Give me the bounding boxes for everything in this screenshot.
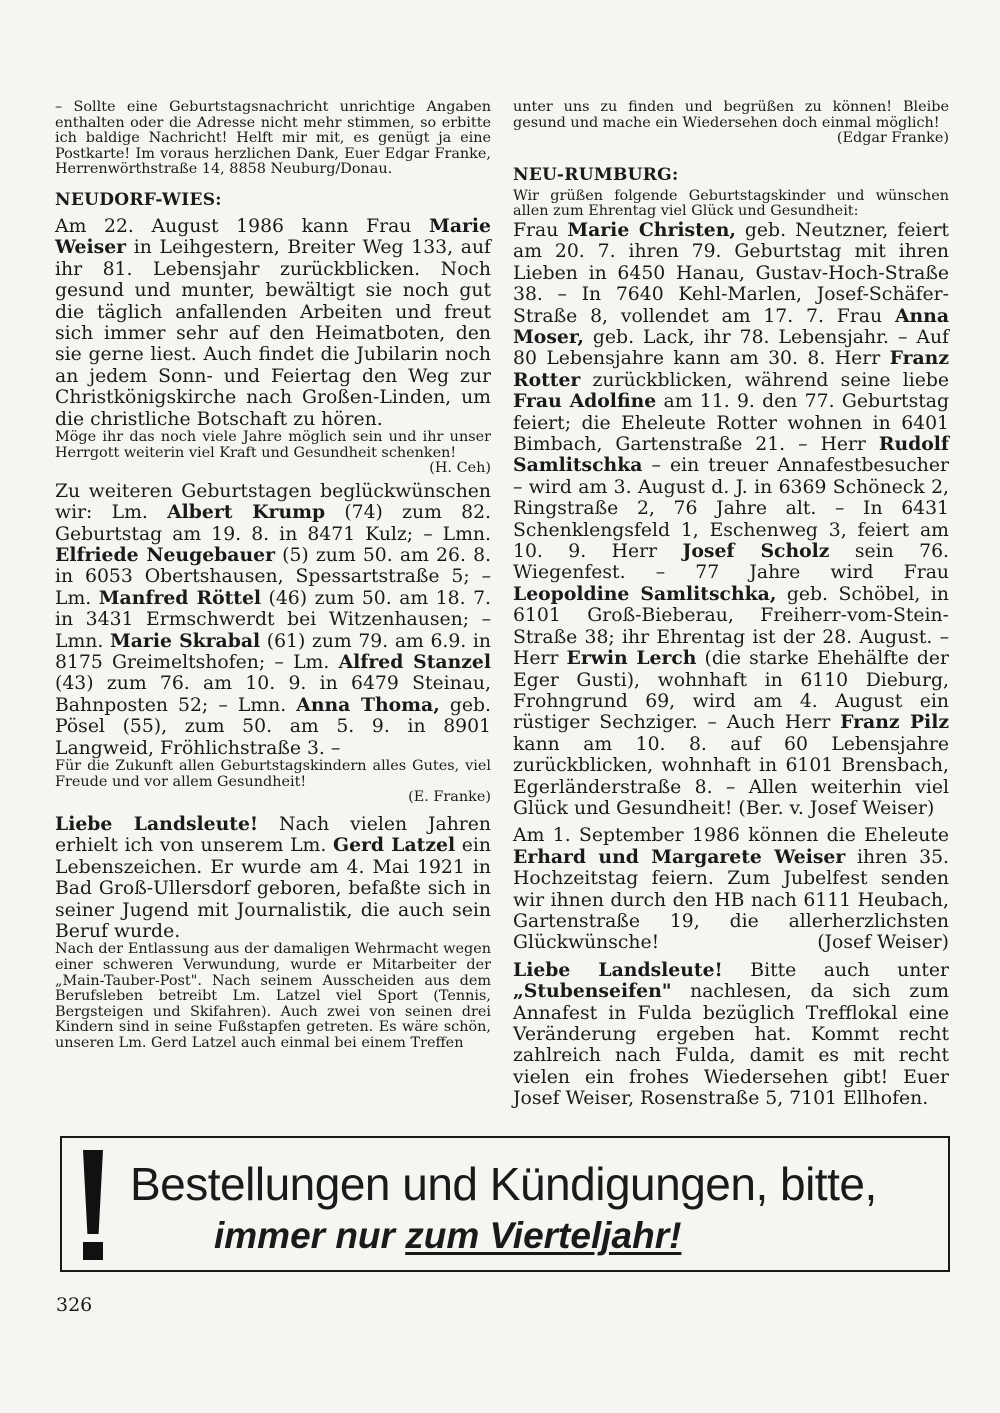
notice-line-1: Bestellungen und Kündigungen, bitte, <box>130 1158 877 1210</box>
neurumburg-paragraph-2: Frau Marie Christen, geb. Neutzner, feiert am 20. 7. ihren 79. Geburtstag mit ihren Lieben in 6450 Hanau, Gustav-Hoch-Straße 38. – In 7640 Kehl-Marlen, Josef-Schäfer-Straße 8, vollendet am 17. 7. Frau Anna Moser, geb. Lack, ihr 78. Lebensjahr. – Auf 80 Lebensjahre kann am 30. 8. Herr Franz Rotter zurückblicken, während seine liebe Frau Adolfine am 11. 9. den 77. Geburtstag feiert; die Eheleute Rotter wohnen in 6401 Bimbach, Gartenstraße 21. – Herr Rudolf Samlitschka – ein treuer Annafestbesucher – wird am 3. August d. J. in 6369 Schöneck 2, Ringstraße 2, 76 Jahre alt. – In 6431 Schenklengsfeld 1, Eschenweg 3, feiert am 10. 9. Herr Josef Scholz sein 76. Wiegenfest. – 77 Jahre wird Frau Leopoldine Samlitschka, geb. Schöbel, in 6101 Groß-Bieberau, Freiherr-vom-Stein-Straße 38; ihr Ehrentag ist der 28. August. – Herr Erwin Lerch (die starke Ehehälfte der Eger Gusti), wohnhaft in 6110 Dieburg, Frohngrund 69, wird am 4. August ein rüstiger Sechziger. – Auch Herr Franz Pilz kann am 10. 8. auf 60 Lebensjahre zurückblicken, wohnhaft in 6101 Brensbach, Egerländerstraße 8. – Allen weiterhin viel Glück und Gesundheit! (Ber. v. Josef Weiser) <box>513 218 950 819</box>
neudorf-paragraph-1: Am 22. August 1986 kann Frau Marie Weiser in Leihgestern, Breiter Weg 133, auf ihr 81. Lebensjahr zurückblicken. Noch gesund und munter, bewältigt sie noch gut die täglich anfallenden Arbeiten und freut sich immer sehr auf den Heimatboten, den sie gerne liest. Auch findet die Jubilarin noch an jedem Sonn- und Feiertag den Weg zur Christkönigskirche nach Großen-Linden, um die christliche Botschaft zu hören. <box>55 214 491 430</box>
left-column <box>55 100 491 1051</box>
continued-paragraph: unter uns zu finden und begrüßen zu können! Bleibe gesund und mache ein Wiedersehen doch einmal möglich! (Edgar Franke) <box>513 99 949 147</box>
neurumburg-paragraph-4: Liebe Landsleute! Bitte auch unter „Stubenseifen" nachlesen, da sich zum Annafest in Fulda bezüglich Trefflokal eine Veränderung ergeben hat. Kommt recht zahlreich nach Fulda, damit es mit recht vielen ein frohes Wiedersehen gibt! Euer Josef Weiser, Rosenstraße 5, 7101 Ellhofen. <box>513 958 949 1110</box>
signature: (E. Franke) <box>408 789 491 806</box>
neurumburg-paragraph-3: Am 1. September 1986 können die Eheleute Erhard und Margarete Weiser ihren 35. Hochzeitstag feiern. Zum Jubelfest senden wir ihnen durch den HB nach 6111 Heubach, Gartenstraße 19, die allerherzlichsten Glückwünsche! (Josef Weiser) <box>513 825 949 954</box>
neudorf-paragraph-3: Zu weiteren Geburtstagen beglückwünschen wir: Lm. Albert Krump (74) zum 82. Geburtstag am 19. 8. in 8471 Kulz; – Lmn. Elfriede Neugebauer (5) zum 50. am 26. 8. in 6053 Obertshausen, Spessartstraße 5; – Lm. Manfred Röttel (46) zum 50. am 18. 7. in 3431 Ermschwerdt bei Witzenhausen; – Lmn. Marie Skrabal (61) zum 79. am 6.9. in 8175 Greimeltshofen; – Lm. Alfred Stanzel (43) zum 76. am 10. 9. in 6479 Steinau, Bahnposten 52; – Lmn. Anna Thoma, geb. Pösel (55), zum 50. am 5. 9. in 8901 Langweid, Fröhlichstraße 3. – <box>55 480 491 759</box>
section-heading-neudorf: NEUDORF-WIES: <box>55 189 222 210</box>
page-number: 326 <box>56 1294 93 1316</box>
neudorf-paragraph-4: Für die Zukunft allen Geburtstagskindern alles Gutes, viel Freude und vor allem Gesundheit! (E. Franke) <box>55 758 491 806</box>
neudorf-paragraph-5: Liebe Landsleute! Nach vielen Jahren erhielt ich von unserem Lm. Gerd Latzel ein Lebenszeichen. Er wurde am 4. Mai 1921 in Bad Groß-Ullersdorf geboren, befaßte sich in seiner Jugend mit Journalistik, die auch sein Beruf wurde. <box>55 812 492 942</box>
exclamation-icon <box>80 1150 106 1260</box>
section-heading-neurumburg: NEU-RUMBURG: <box>513 164 679 185</box>
intro-paragraph: – Sollte eine Geburtstagsnachricht unrichtige Angaben enthalten oder die Adresse nicht mehr stimmen, so erbitte ich baldige Nachricht! Helft mir mit, es genügt ja eine Postkarte! Im voraus herzlichen Dank, Euer Edgar Franke, Herrenwörthstraße 14, 8858 Neuburg/Donau. <box>55 99 491 178</box>
right-column <box>513 100 949 1110</box>
signature: (Edgar Franke) <box>836 130 949 147</box>
neurumburg-paragraph-1: Wir grüßen folgende Geburtstagskinder und wünschen allen zum Ehrentag viel Glück und Gesundheit: <box>513 187 949 220</box>
neudorf-paragraph-2: Möge ihr das noch viele Jahre möglich sein und ihr unser Herrgott weiterin viel Kraft und Gesundheit schenken! (H. Ceh) <box>55 429 491 477</box>
signature: (Josef Weiser) <box>817 932 949 954</box>
notice-line-2: immer nur zum Vierteljahr! <box>214 1215 682 1256</box>
neudorf-paragraph-6: Nach der Entlassung aus der damaligen Wehrmacht wegen einer schweren Verwundung, wurde er Mitarbeiter der „Main-Tauber-Post". Nach seinem Ausscheiden aus dem Berufsleben betreibt Lm. Latzel viel Sport (Tennis, Bergsteigen und Skifahren). Auch zwei von seinen drei Kindern sind in seine Fußstapfen getreten. Es wäre schön, unseren Lm. Gerd Latzel auch einmal bei einem Treffen <box>55 941 491 1051</box>
signature: (H. Ceh) <box>429 460 491 477</box>
subscription-notice-box <box>60 1136 950 1272</box>
